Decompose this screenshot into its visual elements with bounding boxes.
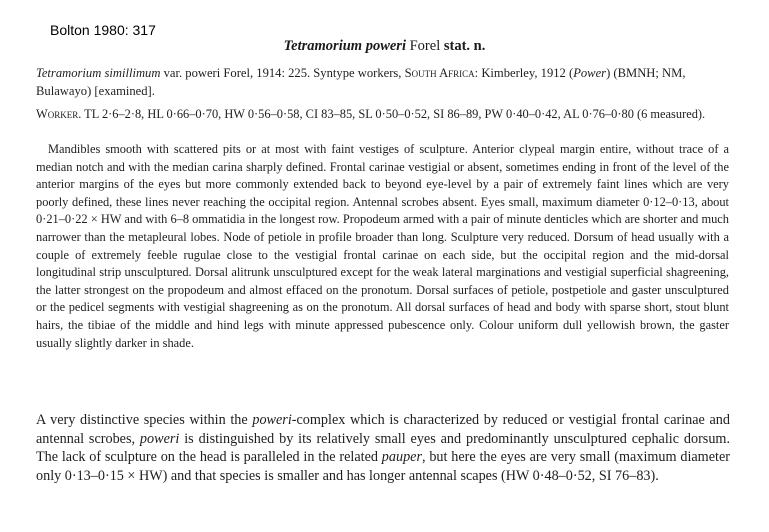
- synonymy-paragraph: [36, 64, 736, 100]
- synonym-name: Tetramorium simillimum: [36, 66, 161, 80]
- species-heading: [0, 38, 769, 55]
- synonym-depositories: ) (BMNH; NM, Bulawayo) [examined].: [36, 66, 686, 98]
- remarks-related-species: pauper: [381, 449, 422, 466]
- synonym-locality-detail: : Kimberley, 1912 (: [474, 66, 574, 80]
- species-status: stat. n.: [443, 38, 486, 54]
- measurements-text: . TL 2·6–2·8, HL 0·66–0·70, HW 0·56–0·58, CI 83–85, SL 0·50–0·52, SI 86–89, PW 0·40–0·42, AL 0·76–0·80 (6 measured).: [78, 107, 706, 121]
- worker-measurements-paragraph: [36, 105, 736, 123]
- remarks-text-1: A very distinctive species within the: [36, 412, 253, 428]
- species-author: Forel: [409, 38, 441, 54]
- collector-name: Power: [573, 66, 607, 80]
- remarks-species-name: poweri: [139, 430, 180, 447]
- caste-label: Worker: [36, 107, 79, 121]
- remarks-paragraph: [36, 411, 730, 486]
- remarks-text-3: is distinguished by its relatively small eyes and predominantly unsculptured cephalic dorsum. The lack of sculpture on the head is paralleled in the related: [36, 430, 731, 466]
- synonym-text: var. poweri Forel, 1914: 225. Syntype workers,: [160, 66, 405, 80]
- type-locality: South Africa: [404, 66, 475, 80]
- remarks-complex-name: poweri: [252, 412, 292, 428]
- remarks-text-4: , but here the eyes are very small (maximum diameter only 0·13–0·15 × HW) and that species is smaller and has longer antennal scapes (HW 0·48–0·52, SI 76–83).: [36, 449, 730, 485]
- remarks-text-2: -complex which is characterized by reduced or vestigial frontal carinae and antennal scrobes,: [36, 412, 730, 447]
- species-name: Tetramorium poweri: [283, 38, 406, 54]
- citation-label: Bolton 1980: 317: [50, 22, 156, 38]
- description-paragraph: Mandibles smooth with scattered pits or at most with faint vestiges of sculpture. Anterior clypeal margin entire, without trace of a median notch and with the median carina sharply defined. Frontal carinae vestigial or absent, sometimes ending in front of the level of the anterior margins of the eyes but more commonly extended back to beyond eye-level by a pair of extremely faint lines which are very poorly defined, these lines never reaching the occipital region. Antennal scrobes absent. Eyes small, maximum diameter 0·12–0·13, about 0·21–0·22 × HW and with 6–8 ommatidia in the longest row. Propodeum armed with a pair of minute denticles which are shorter and much narrower than the metapleural lobes. Node of petiole in profile broader than long. Sculpture very reduced. Dorsum of head usually with a couple of extremely feeble rugulae close to the vestigial frontal carinae on each side, but the occipital region and the mid-dorsal longitudinal strip unsculptured. Dorsal alitrunk unsculptured except for the weak lateral marginations and vestigial superficial shagreening, the latter strongest on the propodeum and almost effaced on the pronotum. Dorsal surfaces of petiole, postpetiole and gaster unsculptured or the pedicel segments with vestigial shagreening as on the pronotum. All dorsal surfaces of head and body with sparse short, stout blunt hairs, the tibiae of the middle and hind legs with minute appressed pubescence only. Colour uniform dull yellowish brown, the gaster usually slightly darker in shade.: [36, 142, 729, 350]
